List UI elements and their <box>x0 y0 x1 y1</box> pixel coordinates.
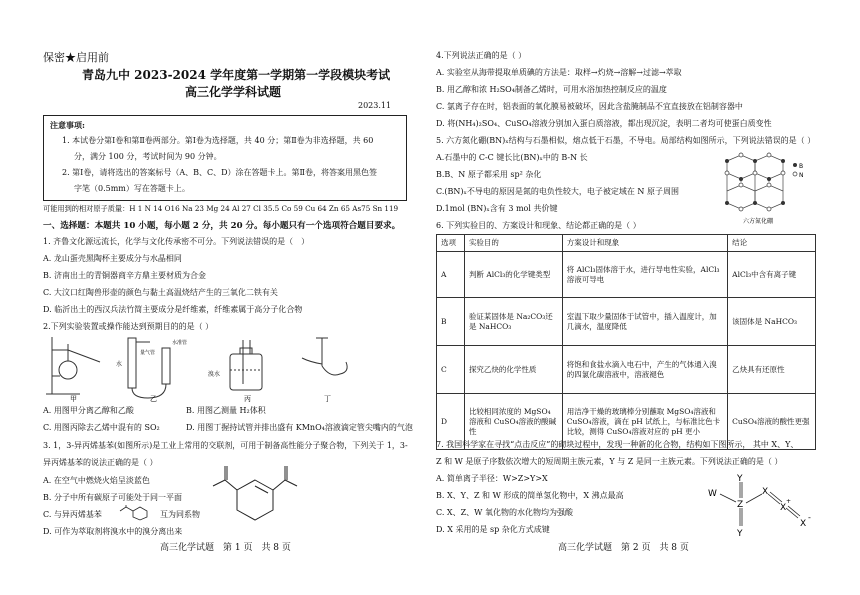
table-header: 实验目的 <box>464 235 562 252</box>
table-header: 结论 <box>728 235 816 252</box>
compound-structure <box>700 472 820 540</box>
page-footer-1: 高三化学试题 第 1 页 共 8 页 <box>160 543 291 553</box>
q5-option-b: B.B、N 原子都采用 sp² 杂化 <box>436 170 542 179</box>
level-tube-label: 水准管 <box>172 340 188 346</box>
q4-option-d: D. 将(NH₄)₂SO₄、CuSO₄溶液分别加入蛋白质溶液，都出现沉淀，表明二者均可使蛋白质变性 <box>436 119 772 128</box>
table-row <box>437 298 816 346</box>
gas-washing-bottle-icon <box>230 340 262 390</box>
q3-option-c-tail: 互为同系物 <box>160 510 200 519</box>
q5-option-d: D.1mol (BN)ₓ含有 3 mol 共价键 <box>436 204 558 213</box>
q4-option-a: A. 实验室从海带提取单质碘的方法是：取样→灼烧→溶解→过滤→萃取 <box>436 68 682 77</box>
q4-option-b: B. 用乙醇和浓 H₂SO₄制备乙烯时，可用水浴加热控制反应的温度 <box>436 85 667 94</box>
atom-z: Z <box>737 500 744 510</box>
q5-option-c: C.(BN)ₓ不导电的原因是氮的电负性较大，电子被定域在 N 原子周围 <box>436 187 679 196</box>
notice-2b: 字笔（0.5mm）写在答题卡上。 <box>74 184 190 193</box>
bromine-water-label: 溴水 <box>208 371 221 378</box>
secret-label: 保密★启用前 <box>43 51 109 64</box>
section-heading: 一、选择题：本题共 10 小题，每小题 2 分，共 20 分。每小题只有一个选项符合题目要求。 <box>43 221 401 231</box>
apparatus-figure <box>40 332 380 402</box>
burette-label: 量气管 <box>140 350 156 356</box>
table-cell: 判断 AlCl₃的化学键类型 <box>464 252 562 298</box>
table-header: 方案设计和现象 <box>562 235 727 252</box>
q2-option-d: D. 用图丁握持试管并排出盛有 KMnO₄溶液滴定管尖嘴内的气泡 <box>186 423 413 432</box>
q1-option-b: B. 济南出土的青铜器商辛方鼎主要材质为合金 <box>43 271 206 280</box>
charge-plus: + <box>786 498 792 505</box>
q7-option-a: A. 简单离子半径：W>Z>Y>X <box>436 474 548 483</box>
question-7-line2: Z 和 W 是原子序数依次增大的短周期主族元素，Y 与 Z 是同一主族元素。下列说法正确的是（ ） <box>436 457 783 466</box>
q7-option-b: B. X、Y、Z 和 W 形成的简单氢化物中，X 沸点最高 <box>436 491 624 500</box>
notice-1a: 1. 本试卷分第Ⅰ卷和第Ⅱ卷两部分。第Ⅰ卷为选择题，共 40 分；第Ⅱ卷为非选择题，共 60 <box>62 136 374 145</box>
q7-option-d: D. X 采用的是 sp 杂化方式成键 <box>436 525 550 534</box>
exam-title: 青岛九中 2023-2024 学年度第一学期第一学段模块考试 <box>82 68 391 82</box>
q3-option-c: C. 与异丙烯基苯 <box>43 510 102 519</box>
table-cell: 将 AlCl₃固体溶于水，进行导电性实验，AlCl₃溶液可导电 <box>562 252 727 298</box>
notice-1b: 分，满分 100 分，考试时间为 90 分钟。 <box>74 152 222 161</box>
table-cell: A <box>437 252 465 298</box>
table-cell: CuSO₄溶液的酸性更强 <box>728 394 816 450</box>
notice-2a: 2. 第Ⅰ卷，请将选出的答案标号（A、B、C、D）涂在答题卡上。第Ⅱ卷，将答案用黑色签 <box>62 168 377 177</box>
table-cell: 乙炔具有还原性 <box>728 346 816 394</box>
q4-option-c: C. 氯离子存在时，铝表面的氧化膜易被破坏，因此含盐腌制品不宜直接放在铝制容器中 <box>436 102 743 111</box>
question-7-line1: 7. 我国科学家在寻找“点击反应”的砌块过程中，发现一种新的化合物，结构如下图所示， 其中 X、Y、 <box>436 440 799 449</box>
q2-option-b: B. 用图乙测量 H₂体积 <box>186 406 266 415</box>
table-row <box>437 346 816 394</box>
question-2: 2.下列实验装置或操作能达到预期目的的是（ ） <box>43 322 214 331</box>
styrene-like-structure <box>118 505 154 521</box>
table-cell: 验证某固体是 Na₂CO₃还是 NaHCO₃ <box>464 298 562 346</box>
question-3-line1: 3. 1，3-异丙烯基苯(如图所示)是工业上常用的交联剂，可用于制备高性能分子聚合物，下列关于 1，3- <box>43 441 408 450</box>
q1-option-d: D. 临沂出土的西汉兵法竹简主要成分是纤维素，纤维素属于高分子化合物 <box>43 305 303 314</box>
q2-option-a: A. 用图甲分离乙醇和乙酸 <box>43 406 134 415</box>
figure-label-yi: 乙 <box>150 395 157 402</box>
figure-label-ding: 丁 <box>324 395 331 402</box>
diisopropenylbenzene-structure <box>205 460 305 530</box>
q1-option-c: C. 大汶口红陶兽形壶的颜色与黏土高温烧结产生的三氧化二铁有关 <box>43 288 278 297</box>
page-footer-2: 高三化学试题 第 2 页 共 8 页 <box>558 543 689 553</box>
bn-caption: 六方氮化硼 <box>743 218 774 225</box>
table-cell: 比较相同浓度的 MgSO₄溶液和 CuSO₄溶液的酸碱性 <box>464 394 562 450</box>
table-header-row <box>437 235 816 252</box>
question-6: 6. 下列实验目的、方案设计和现象、结论都正确的是（ ） <box>436 221 641 230</box>
atom-x-3: X <box>800 519 807 529</box>
table-cell: 将饱和食盐水滴入电石中，产生的气体通入溴的四氯化碳溶液中，溶液褪色 <box>562 346 727 394</box>
q5-option-a: A.石墨中的 C-C 键长比(BN)ₓ中的 B-N 长 <box>436 153 588 162</box>
water-label: 水 <box>116 361 123 368</box>
question-1: 1. 齐鲁文化源远流长，化学与文化传承密不可分。下列说法错误的是（ ） <box>43 237 310 246</box>
q1-option-a: A. 龙山蛋壳黑陶杯主要成分与水晶相同 <box>43 254 182 263</box>
distillation-apparatus-icon <box>46 337 100 394</box>
q3-option-b: B. 分子中所有碳原子可能处于同一平面 <box>43 493 182 502</box>
q3-option-a: A. 在空气中燃烧火焰呈淡蓝色 <box>43 476 150 485</box>
notice-title: 注意事项: <box>50 120 85 130</box>
table-cell: 该固体是 NaHCO₃ <box>728 298 816 346</box>
table-cell: 室温下取少量固体于试管中，插入温度计，加几滴水，温度降低 <box>562 298 727 346</box>
exam-subtitle: 高三化学学科试题 <box>185 85 282 99</box>
atom-x-2: X <box>780 503 787 513</box>
hand-titration-icon <box>302 338 347 375</box>
table-cell: 探究乙炔的化学性质 <box>464 346 562 394</box>
table-cell: D <box>437 394 465 450</box>
atom-y-bottom: Y <box>737 529 743 539</box>
atom-x-1: X <box>762 487 769 497</box>
atomic-masses: 可能用到的相对原子质量：H 1 N 14 O16 Na 23 Mg 24 Al 27 Cl 35.5 Co 59 Cu 64 Zn 65 As75 Sn 119 <box>43 204 399 213</box>
table-cell: B <box>437 298 465 346</box>
gas-burette-icon <box>128 338 170 398</box>
legend-b: B <box>799 163 804 170</box>
table-cell: 用洁净干燥的玻璃棒分别蘸取 MgSO₄溶液和 CuSO₄溶液，滴在 pH 试纸上，与标准比色卡比较，测得 CuSO₄溶液对应的 pH 更小 <box>562 394 727 450</box>
table-cell: AlCl₃中含有离子键 <box>728 252 816 298</box>
atom-y-top: Y <box>737 474 743 484</box>
table-row <box>437 252 816 298</box>
q3-option-d: D. 可作为萃取剂将溴水中的溴分离出来 <box>43 527 183 536</box>
table-header: 选项 <box>437 235 465 252</box>
exam-date: 2023.11 <box>358 101 392 110</box>
experiment-table <box>436 234 816 450</box>
legend-n: N <box>799 172 804 179</box>
q7-option-c: C. X、Z、W 氧化物的水化物均为强酸 <box>436 508 573 517</box>
atom-w: W <box>708 489 717 499</box>
question-4: 4.下列说法正确的是（ ） <box>436 51 527 60</box>
table-cell: C <box>437 346 465 394</box>
q2-option-c: C. 用图丙除去乙烯中混有的 SO₂ <box>43 423 160 432</box>
figure-label-bing: 丙 <box>244 395 251 402</box>
question-3-line2: 异丙烯基苯的说法正确的是（ ） <box>43 458 158 467</box>
figure-label-jia: 甲 <box>70 395 77 402</box>
hexagonal-bn-structure <box>715 147 815 229</box>
question-5: 5. 六方氮化硼(BN)ₓ结构与石墨相似，熔点低于石墨，不导电。局部结构如图所示，下列说法错误的是（ ） <box>436 136 816 145</box>
charge-minus: - <box>808 513 811 522</box>
